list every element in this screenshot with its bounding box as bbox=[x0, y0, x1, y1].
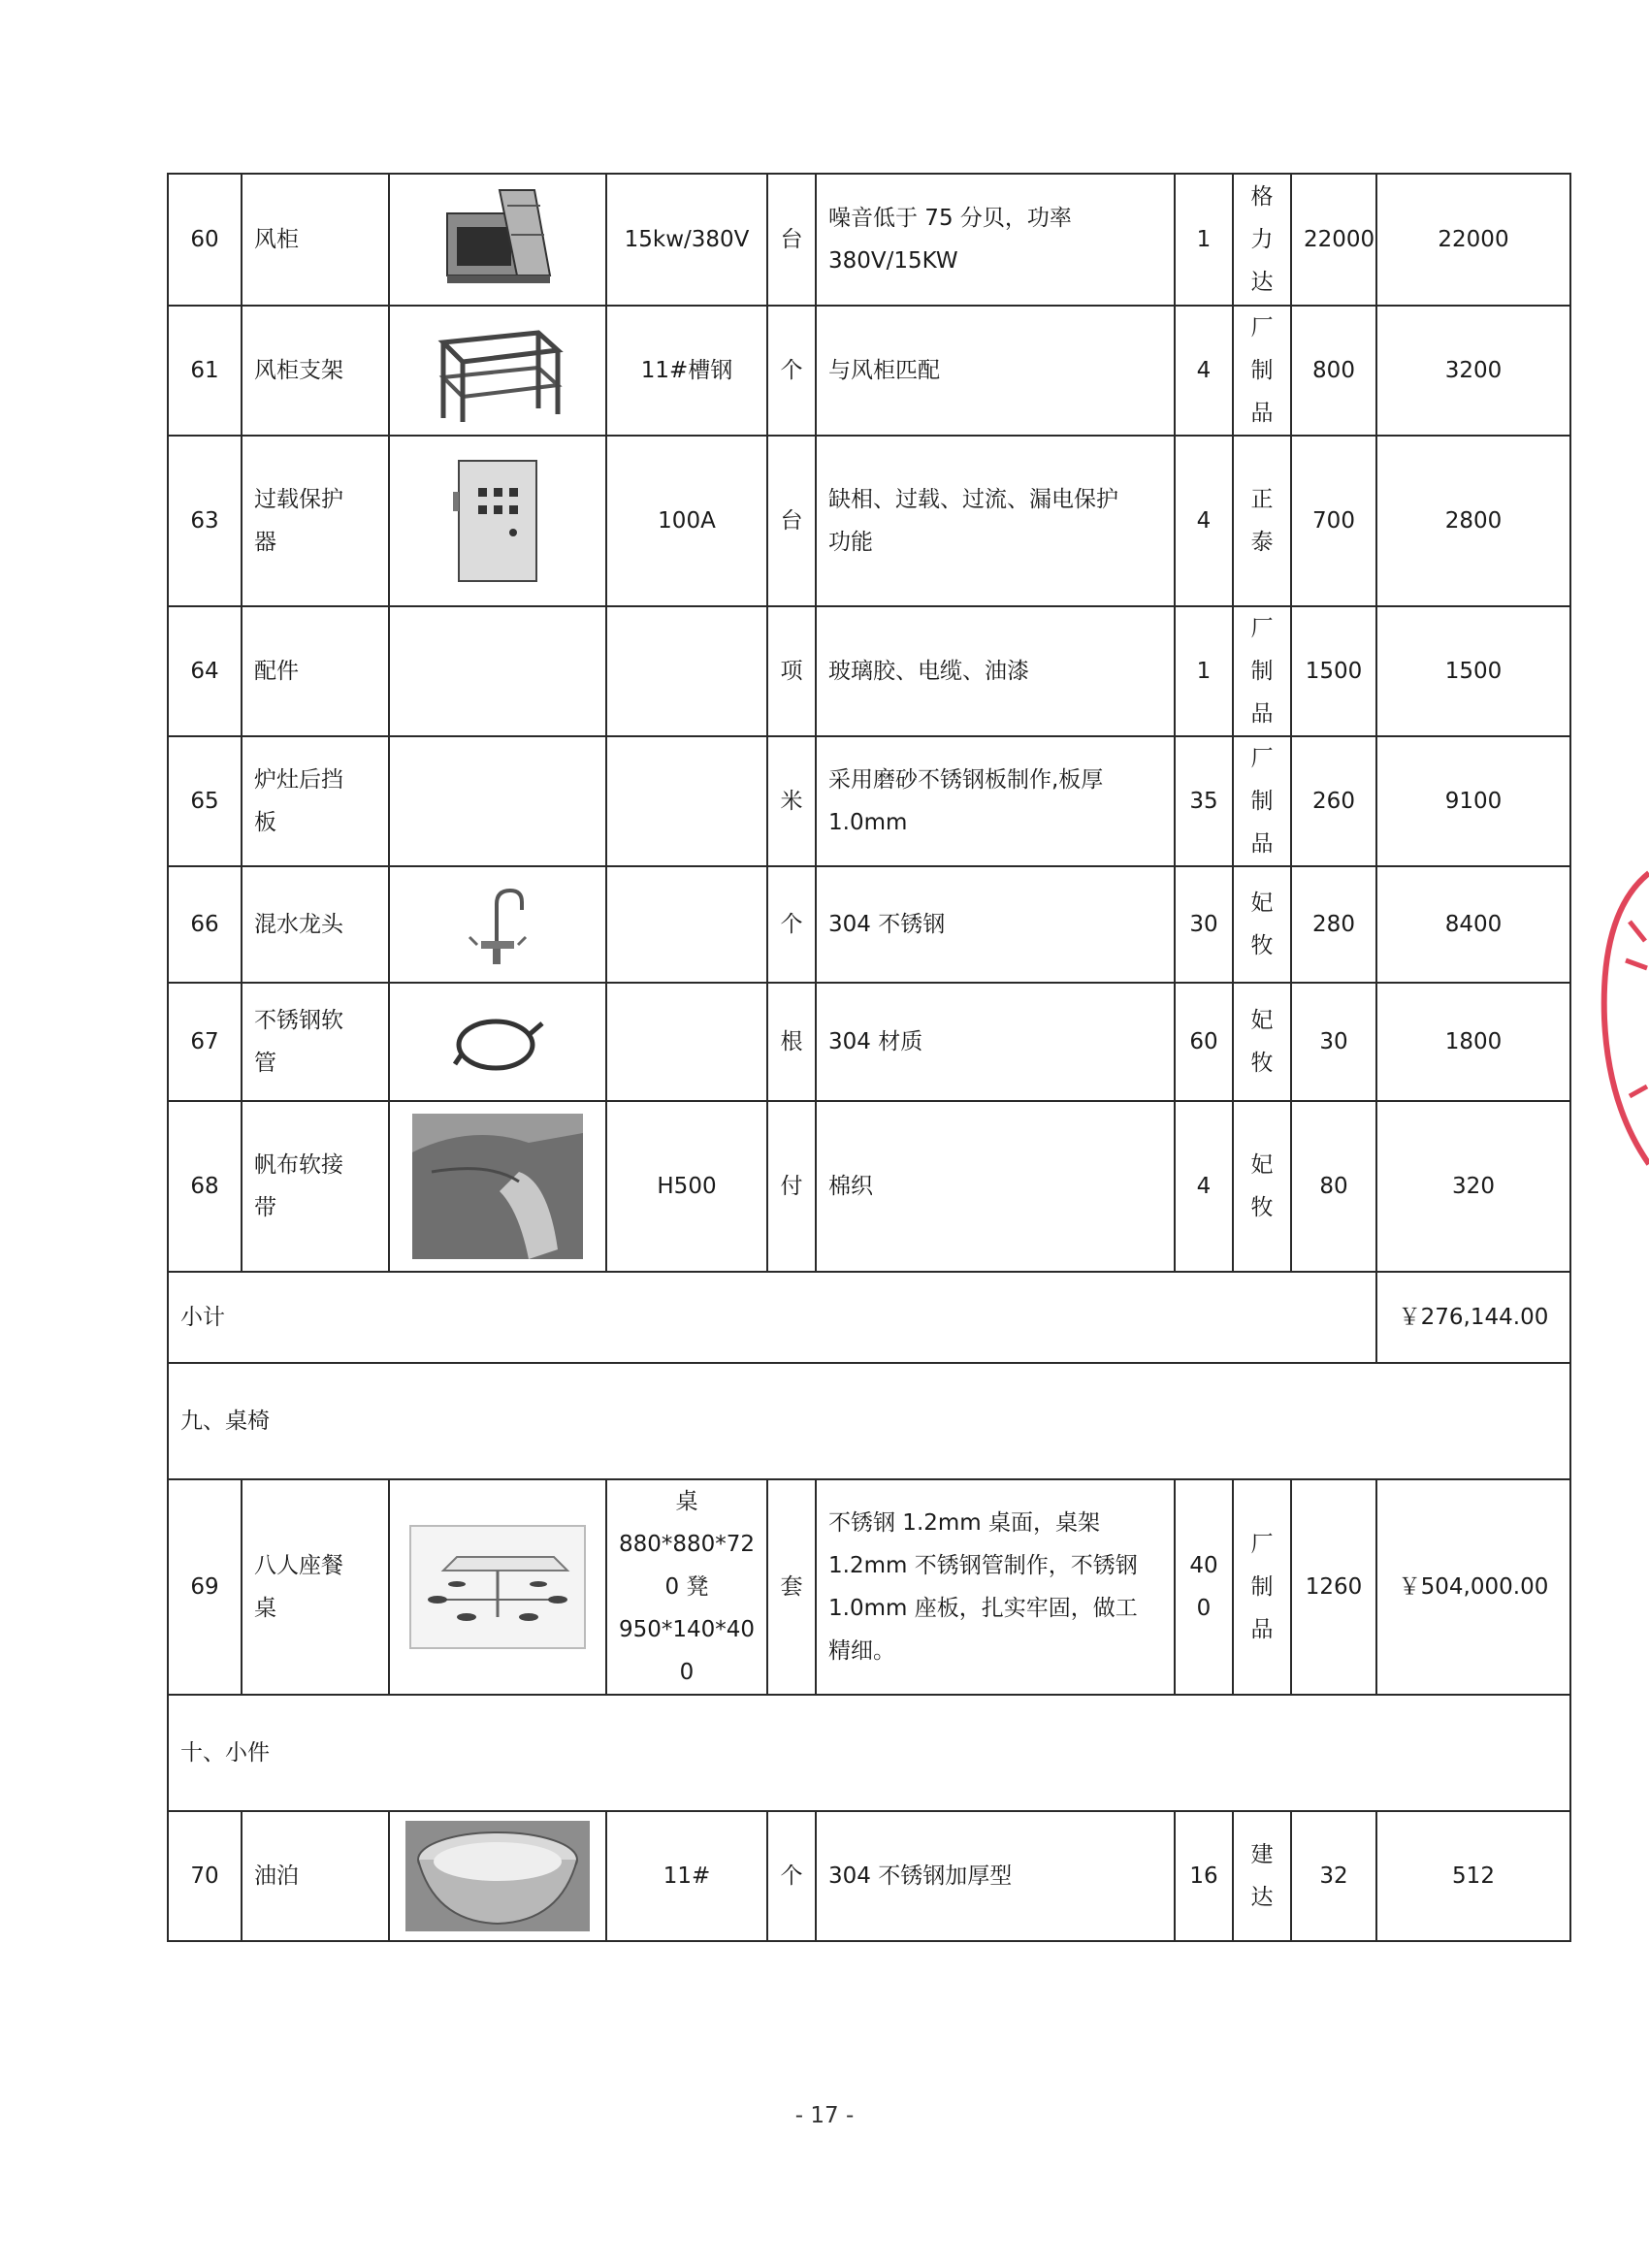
item-total: 1800 bbox=[1376, 983, 1570, 1101]
item-description: 采用磨砂不锈钢板制作,板厚 1.0mm bbox=[816, 736, 1175, 866]
item-name: 过载保护 器 bbox=[242, 436, 389, 606]
item-name: 炉灶后挡 板 bbox=[242, 736, 389, 866]
subtotal-value: ￥276,144.00 bbox=[1376, 1272, 1570, 1363]
item-name: 油泊 bbox=[242, 1811, 389, 1941]
item-total: ￥504,000.00 bbox=[1376, 1479, 1570, 1695]
item-number: 60 bbox=[168, 174, 242, 306]
section-heading: 九、桌椅 bbox=[168, 1363, 1570, 1479]
item-brand: 妃 牧 bbox=[1233, 1101, 1291, 1272]
page-number: - 17 - bbox=[794, 2103, 855, 2128]
item-number: 68 bbox=[168, 1101, 242, 1272]
item-unit-price: 30 bbox=[1291, 983, 1376, 1101]
item-unit: 根 bbox=[767, 983, 816, 1101]
item-description: 不锈钢 1.2mm 桌面，桌架 1.2mm 不锈钢管制作，不锈钢 1.0mm 座板，扎实牢固，做工 精细。 bbox=[816, 1479, 1175, 1695]
item-unit-price: 22000 bbox=[1291, 174, 1376, 306]
item-total: 3200 bbox=[1376, 306, 1570, 436]
item-brand: 厂 制 品 bbox=[1233, 736, 1291, 866]
item-total: 8400 bbox=[1376, 866, 1570, 983]
item-quantity: 60 bbox=[1175, 983, 1233, 1101]
item-description: 304 材质 bbox=[816, 983, 1175, 1101]
item-spec bbox=[606, 736, 767, 866]
item-brand: 妃 牧 bbox=[1233, 983, 1291, 1101]
item-brand: 格 力 达 bbox=[1233, 174, 1291, 306]
item-description: 304 不锈钢加厚型 bbox=[816, 1811, 1175, 1941]
item-unit: 米 bbox=[767, 736, 816, 866]
steel-basin-photo bbox=[389, 1811, 606, 1941]
item-spec bbox=[606, 866, 767, 983]
item-number: 70 bbox=[168, 1811, 242, 1941]
item-unit-price: 700 bbox=[1291, 436, 1376, 606]
item-number: 66 bbox=[168, 866, 242, 983]
item-quantity: 4 bbox=[1175, 1101, 1233, 1272]
item-unit: 个 bbox=[767, 866, 816, 983]
item-total: 320 bbox=[1376, 1101, 1570, 1272]
item-unit: 台 bbox=[767, 436, 816, 606]
item-unit-price: 800 bbox=[1291, 306, 1376, 436]
item-quantity: 40 0 bbox=[1175, 1479, 1233, 1695]
canvas-connector-photo bbox=[389, 1101, 606, 1272]
table-row bbox=[168, 736, 1570, 866]
fan-cabinet-photo bbox=[389, 174, 606, 306]
section-row bbox=[168, 1695, 1570, 1811]
item-unit-price: 32 bbox=[1291, 1811, 1376, 1941]
item-spec: 15kw/380V bbox=[606, 174, 767, 306]
item-unit: 个 bbox=[767, 306, 816, 436]
section-heading: 十、小件 bbox=[168, 1695, 1570, 1811]
cabinet-stand-photo bbox=[389, 306, 606, 436]
item-name: 配件 bbox=[242, 606, 389, 736]
subtotal-label: 小计 bbox=[168, 1272, 1376, 1363]
item-quantity: 16 bbox=[1175, 1811, 1233, 1941]
faucet-photo bbox=[389, 866, 606, 983]
item-quantity: 4 bbox=[1175, 306, 1233, 436]
section-row bbox=[168, 1363, 1570, 1479]
equipment-table bbox=[167, 173, 1571, 1942]
table-row bbox=[168, 606, 1570, 736]
item-unit: 个 bbox=[767, 1811, 816, 1941]
red-seal-stamp bbox=[1591, 854, 1649, 1183]
item-unit: 台 bbox=[767, 174, 816, 306]
item-name: 不锈钢软 管 bbox=[242, 983, 389, 1101]
item-brand: 厂 制 品 bbox=[1233, 606, 1291, 736]
item-quantity: 4 bbox=[1175, 436, 1233, 606]
dining-table-photo bbox=[389, 1479, 606, 1695]
item-unit-price: 80 bbox=[1291, 1101, 1376, 1272]
item-unit-price: 280 bbox=[1291, 866, 1376, 983]
item-name: 混水龙头 bbox=[242, 866, 389, 983]
item-description: 噪音低于 75 分贝，功率 380V/15KW bbox=[816, 174, 1175, 306]
item-description: 与风柜匹配 bbox=[816, 306, 1175, 436]
item-spec: 11# bbox=[606, 1811, 767, 1941]
item-spec: H500 bbox=[606, 1101, 767, 1272]
item-spec: 100A bbox=[606, 436, 767, 606]
table-row bbox=[168, 1101, 1570, 1272]
item-quantity: 35 bbox=[1175, 736, 1233, 866]
item-total: 2800 bbox=[1376, 436, 1570, 606]
item-number: 61 bbox=[168, 306, 242, 436]
item-description: 棉织 bbox=[816, 1101, 1175, 1272]
item-name: 风柜 bbox=[242, 174, 389, 306]
item-unit-price: 260 bbox=[1291, 736, 1376, 866]
item-number: 67 bbox=[168, 983, 242, 1101]
item-name: 帆布软接 带 bbox=[242, 1101, 389, 1272]
item-spec bbox=[606, 983, 767, 1101]
item-description: 304 不锈钢 bbox=[816, 866, 1175, 983]
item-spec: 11#槽钢 bbox=[606, 306, 767, 436]
item-brand: 建 达 bbox=[1233, 1811, 1291, 1941]
table-row bbox=[168, 1479, 1570, 1695]
item-spec bbox=[606, 606, 767, 736]
item-total: 9100 bbox=[1376, 736, 1570, 866]
item-quantity: 30 bbox=[1175, 866, 1233, 983]
item-quantity: 1 bbox=[1175, 174, 1233, 306]
item-description: 缺相、过载、过流、漏电保护 功能 bbox=[816, 436, 1175, 606]
item-brand: 妃 牧 bbox=[1233, 866, 1291, 983]
item-unit-price: 1260 bbox=[1291, 1479, 1376, 1695]
subtotal-row bbox=[168, 1272, 1570, 1363]
table-row bbox=[168, 306, 1570, 436]
item-unit: 付 bbox=[767, 1101, 816, 1272]
item-description: 玻璃胶、电缆、油漆 bbox=[816, 606, 1175, 736]
table-row bbox=[168, 866, 1570, 983]
item-unit: 套 bbox=[767, 1479, 816, 1695]
table-row bbox=[168, 436, 1570, 606]
item-unit: 项 bbox=[767, 606, 816, 736]
item-total: 1500 bbox=[1376, 606, 1570, 736]
item-brand: 正 泰 bbox=[1233, 436, 1291, 606]
item-number: 65 bbox=[168, 736, 242, 866]
table-row bbox=[168, 174, 1570, 306]
item-unit-price: 1500 bbox=[1291, 606, 1376, 736]
item-total: 512 bbox=[1376, 1811, 1570, 1941]
item-number: 64 bbox=[168, 606, 242, 736]
item-name: 风柜支架 bbox=[242, 306, 389, 436]
item-name: 八人座餐 桌 bbox=[242, 1479, 389, 1695]
item-total: 22000 bbox=[1376, 174, 1570, 306]
item-spec: 桌 880*880*72 0 凳 950*140*40 0 bbox=[606, 1479, 767, 1695]
table-row bbox=[168, 1811, 1570, 1941]
item-quantity: 1 bbox=[1175, 606, 1233, 736]
empty-image-cell bbox=[389, 606, 606, 736]
hose-photo bbox=[389, 983, 606, 1101]
item-brand: 厂 制 品 bbox=[1233, 1479, 1291, 1695]
item-number: 69 bbox=[168, 1479, 242, 1695]
empty-image-cell bbox=[389, 736, 606, 866]
item-number: 63 bbox=[168, 436, 242, 606]
table-row bbox=[168, 983, 1570, 1101]
control-box-photo bbox=[389, 436, 606, 606]
item-brand: 厂 制 品 bbox=[1233, 306, 1291, 436]
